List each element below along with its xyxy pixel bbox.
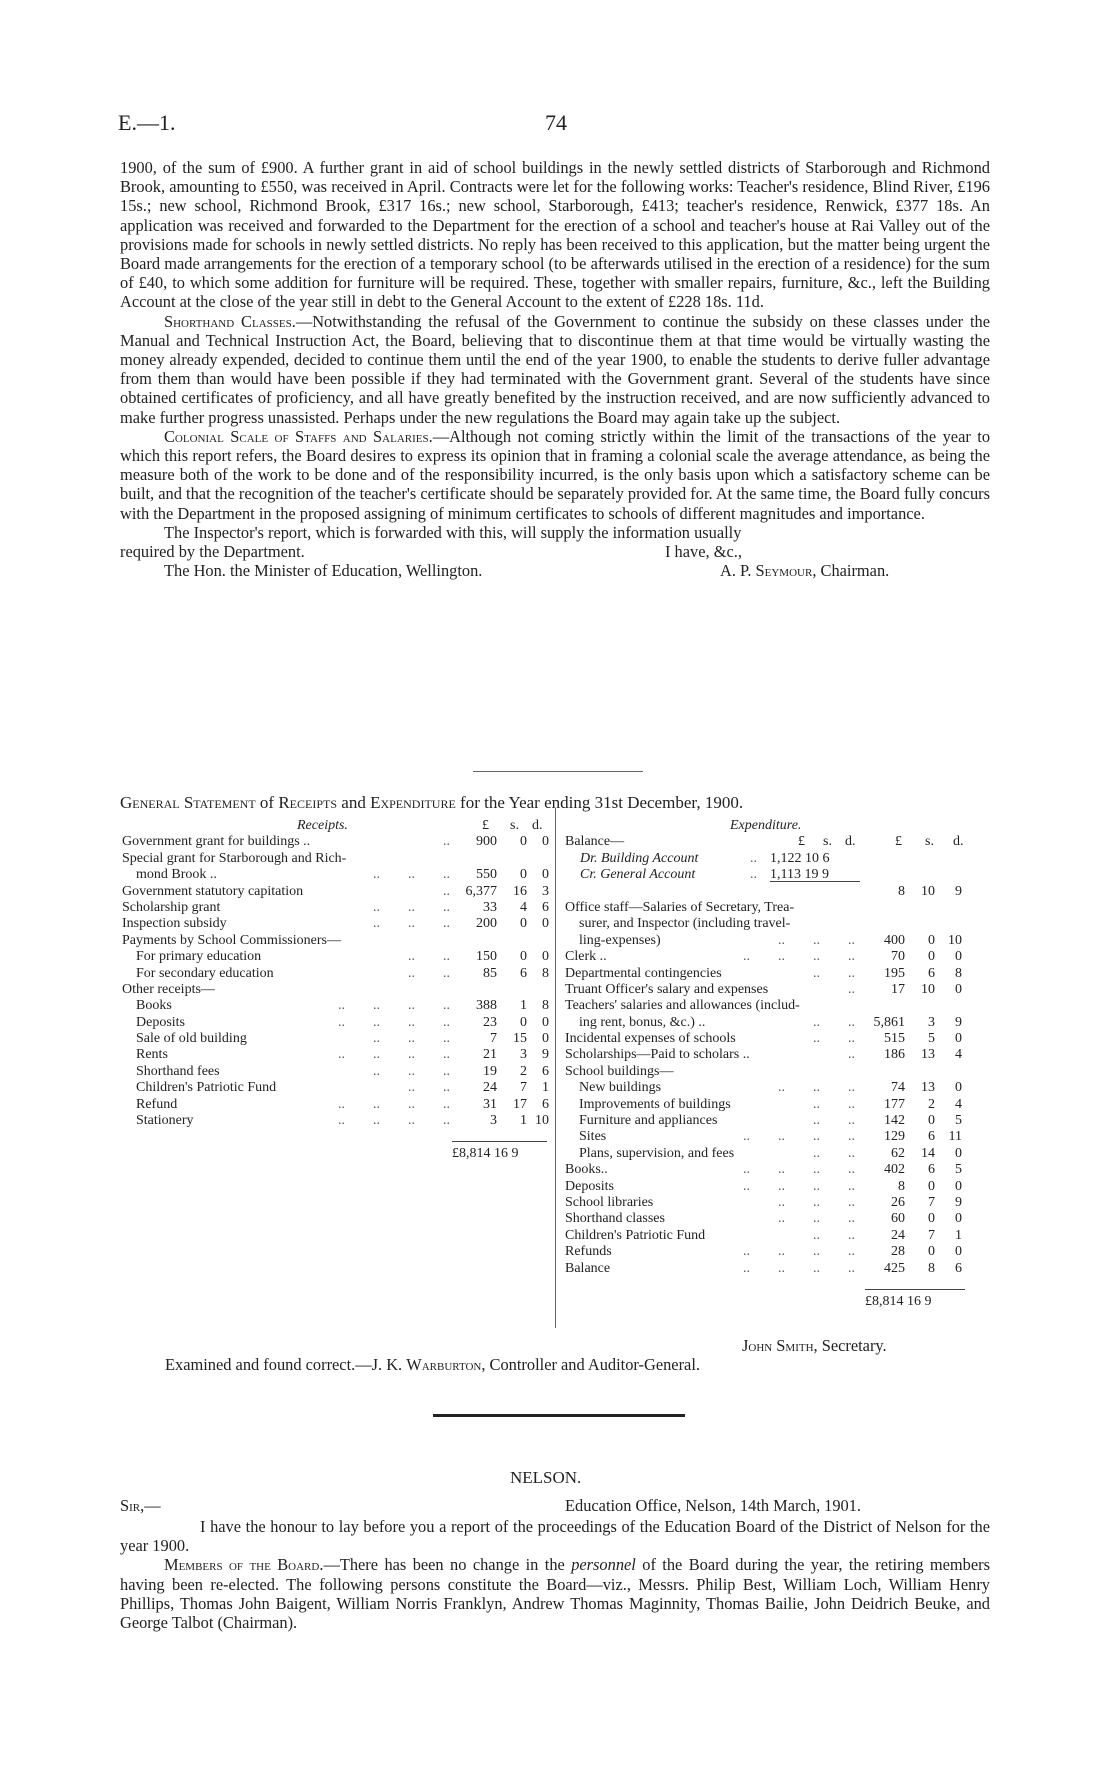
paragraph-shorthand	[120, 312, 990, 427]
text-colonial-scale: —Although not coming strictly within the limit of the transactions of the year to which this report refers, the Board desires to express its opinion that in framing a colonial scale the average attendance, as being the measure both of the work to be done and of the responsibility incurred, is the only basis upon which a satisfactory scheme can be built, and that the recognition of the teacher's certificate should be separately provided for. At the same time, the Board fully concurs with the Department in the proposed assigning of minimum certificates to schools of different magnitudes and importance.	[120, 426, 991, 523]
receipts-amount-s: 4	[520, 899, 527, 915]
receipts-row	[122, 916, 552, 932]
receipts-label: Deposits	[122, 1014, 185, 1030]
expenditure-row	[565, 1047, 995, 1063]
expenditure-label: Refunds	[565, 1244, 612, 1260]
expenditure-amount-l: 129	[884, 1129, 905, 1145]
closing-addressee: The Hon. the Minister of Education, Wellington.	[164, 561, 483, 581]
expenditure-row	[565, 998, 995, 1014]
expenditure-amount-d: 0	[955, 1178, 962, 1194]
expenditure-heading: Expenditure.	[730, 818, 802, 833]
receipts-label: Payments by School Commissioners—	[122, 932, 341, 948]
receipts-label: Children's Patriotic Fund	[122, 1080, 277, 1096]
receipts-row	[122, 933, 552, 949]
balance-net-row: 8 10 9	[898, 883, 962, 899]
expenditure-leader-dots: .. .. .. ..	[743, 1129, 855, 1145]
receipts-label: Inspection subsidy	[122, 916, 227, 932]
expenditure-amount-d: 11	[948, 1129, 962, 1145]
expenditure-label: Furniture and appliances	[565, 1113, 718, 1129]
nelson-address: Education Office, Nelson, 14th March, 1901.	[565, 1496, 862, 1515]
receipts-amount-l: 900	[476, 834, 497, 850]
expenditure-label: Scholarships—Paid to scholars ..	[565, 1047, 750, 1063]
receipts-amount-d: 6	[542, 1063, 549, 1079]
receipts-leader-dots: .. .. ..	[373, 899, 450, 915]
expenditure-leader-dots: .. .. ..	[778, 1211, 855, 1227]
receipts-row	[122, 1097, 552, 1113]
expenditure-amount-s: 0	[928, 1244, 935, 1260]
receipts-amount-l: 23	[483, 1014, 497, 1030]
expenditure-row	[565, 949, 995, 965]
expenditure-amount-d: 5	[955, 1162, 962, 1178]
receipts-label: Other receipts—	[122, 981, 215, 997]
expenditure-label: Books..	[565, 1162, 608, 1178]
expenditure-table	[565, 818, 995, 1310]
receipts-amount-s: 3	[520, 1047, 527, 1063]
expenditure-amount-l: 70	[891, 949, 905, 965]
closing-i-have: I have, &c.,	[665, 542, 742, 562]
receipts-label: For primary education	[122, 949, 262, 965]
dr-building-row: Dr. Building Account .. 1,122 10 6	[580, 850, 830, 866]
receipts-amount-s: 17	[513, 1096, 527, 1112]
document-reference: E.—1.	[118, 110, 176, 135]
expenditure-amount-l: 186	[884, 1047, 905, 1063]
expenditure-rows	[565, 900, 995, 1277]
expenditure-label: Balance	[565, 1260, 611, 1276]
expenditure-amount-s: 3	[928, 1014, 935, 1030]
expenditure-amount-l: 62	[891, 1145, 905, 1161]
expenditure-header-row	[565, 818, 995, 834]
closing-line-3	[120, 561, 990, 580]
receipts-row	[122, 982, 552, 998]
expenditure-leader-dots: .. ..	[813, 965, 855, 981]
receipts-total-row	[122, 1146, 552, 1162]
expenditure-leader-dots: .. ..	[813, 1145, 855, 1161]
nelson-body	[120, 1517, 990, 1632]
expenditure-label: Sites	[565, 1129, 607, 1145]
expenditure-amount-l: 400	[884, 932, 905, 948]
expenditure-label: School buildings—	[565, 1063, 674, 1079]
receipts-label: Books	[122, 998, 172, 1014]
expenditure-amount-d: 8	[955, 965, 962, 981]
expenditure-amount-d: 0	[955, 1145, 962, 1161]
col-pounds-header: £	[482, 818, 489, 833]
receipts-amount-s: 0	[520, 867, 527, 883]
expenditure-leader-dots: .. ..	[813, 1031, 855, 1047]
expenditure-amount-d: 0	[955, 1244, 962, 1260]
receipts-row	[122, 1113, 552, 1129]
receipts-leader-dots: .. .. .. ..	[338, 1014, 450, 1030]
balance-label: Balance—	[565, 834, 625, 850]
top-paragraphs	[120, 158, 990, 580]
receipts-total-rule	[452, 1141, 547, 1142]
expenditure-label: ling-expenses)	[565, 932, 661, 948]
expenditure-row	[565, 1179, 995, 1195]
receipts-row	[122, 867, 552, 883]
expenditure-amount-s: 6	[928, 1162, 935, 1178]
receipts-amount-d: 3	[542, 883, 549, 899]
col-shillings-header: s.	[510, 818, 519, 833]
expenditure-row	[565, 1244, 995, 1260]
expenditure-amount-l: 8	[898, 1178, 905, 1194]
statement-title: General Statement of Receipts and Expenditure for the Year ending 31st December, 1900.	[120, 793, 744, 812]
receipts-amount-l: 85	[483, 965, 497, 981]
expenditure-leader-dots: .. ..	[813, 1227, 855, 1243]
expenditure-amount-s: 7	[928, 1194, 935, 1210]
expenditure-row	[565, 1129, 995, 1145]
expenditure-row	[565, 1162, 995, 1178]
expenditure-row	[565, 1015, 995, 1031]
receipts-amount-d: 0	[542, 1014, 549, 1030]
receipts-amount-l: 31	[483, 1096, 497, 1112]
expenditure-leader-dots: .. .. .. ..	[743, 1260, 855, 1276]
receipts-row	[122, 998, 552, 1014]
nelson-heading: NELSON.	[510, 1468, 582, 1487]
receipts-amount-s: 6	[520, 965, 527, 981]
receipts-amount-d: 6	[542, 899, 549, 915]
expenditure-leader-dots: .. ..	[813, 1096, 855, 1112]
receipts-row	[122, 884, 552, 900]
closing-line-2	[120, 542, 990, 561]
salutation: Sir,—	[120, 1496, 161, 1515]
receipts-row	[122, 1064, 552, 1080]
receipts-amount-d: 1	[542, 1080, 549, 1096]
expenditure-amount-s: 0	[928, 949, 935, 965]
expenditure-leader-dots: ..	[848, 1047, 855, 1063]
receipts-row	[122, 1047, 552, 1063]
expenditure-row	[565, 1113, 995, 1129]
expenditure-row	[565, 1064, 995, 1080]
expenditure-label: Departmental contingencies	[565, 965, 722, 981]
receipts-leader-dots: .. .. ..	[373, 1063, 450, 1079]
expenditure-amount-l: 28	[891, 1244, 905, 1260]
expenditure-amount-d: 5	[955, 1113, 962, 1129]
expenditure-label: Truant Officer's salary and expenses	[565, 981, 769, 997]
receipts-label: Refund	[122, 1096, 178, 1112]
expenditure-amount-l: 24	[891, 1227, 905, 1243]
expenditure-label: Improvements of buildings	[565, 1096, 731, 1112]
receipts-amount-l: 388	[476, 998, 497, 1014]
expenditure-amount-s: 0	[928, 932, 935, 948]
expenditure-amount-d: 1	[955, 1227, 962, 1243]
receipts-row	[122, 1015, 552, 1031]
expenditure-row	[565, 1228, 995, 1244]
expenditure-label: surer, and Inspector (including travel-	[565, 916, 791, 932]
receipts-leader-dots: .. .. ..	[373, 867, 450, 883]
receipts-amount-l: 7	[490, 1031, 497, 1047]
expenditure-leader-dots: .. .. .. ..	[743, 949, 855, 965]
receipts-amount-s: 1	[520, 1113, 527, 1129]
expenditure-label: School libraries	[565, 1194, 654, 1210]
expenditure-amount-d: 4	[955, 1047, 962, 1063]
receipts-label: mond Brook ..	[122, 867, 217, 883]
receipts-amount-l: 33	[483, 899, 497, 915]
expenditure-amount-l: 5,861	[873, 1014, 905, 1030]
receipts-label: Rents	[122, 1047, 168, 1063]
receipts-row	[122, 1080, 552, 1096]
receipts-amount-s: 0	[520, 949, 527, 965]
expenditure-amount-s: 0	[928, 1113, 935, 1129]
text-shorthand: —Notwithstanding the refusal of the Government to continue the subsidy on these classes under the Manual and Technical Instruction Act, the Board, believing that to discontinue them at that time would be virtually wasting the money already expended, decided to continue them until the end of the year 1900, to enable the students to derive fuller advantage from them than would have been possible if they had terminated with the Government grant. Several of the students have since obtained certificates of proficiency, and all have greatly benefited by the instruction received, and are now sufficiently advanced to make further progress unassisted. Perhaps under the new regulations the Board may again take up the subject.	[120, 311, 990, 427]
expenditure-amount-s: 14	[921, 1145, 935, 1161]
receipts-row	[122, 900, 552, 916]
receipts-amount-d: 0	[542, 867, 549, 883]
expenditure-amount-s: 0	[928, 1211, 935, 1227]
receipts-label: Government statutory capitation	[122, 883, 304, 899]
expenditure-total-row	[565, 1294, 995, 1310]
expenditure-row	[565, 1146, 995, 1162]
expenditure-amount-l: 402	[884, 1162, 905, 1178]
receipts-amount-l: 3	[490, 1113, 497, 1129]
expenditure-label: Incidental expenses of schools	[565, 1031, 736, 1047]
receipts-amount-d: 0	[542, 834, 549, 850]
receipts-row	[122, 1031, 552, 1047]
receipts-amount-d: 9	[542, 1047, 549, 1063]
expenditure-amount-l: 60	[891, 1211, 905, 1227]
receipts-row	[122, 834, 552, 850]
heading-colonial-scale: Colonial Scale of Staffs and Salaries.	[164, 426, 433, 446]
expenditure-amount-d: 0	[955, 1031, 962, 1047]
expenditure-leader-dots: .. .. .. ..	[743, 1244, 855, 1260]
receipts-amount-s: 0	[520, 916, 527, 932]
divider-thin	[473, 771, 643, 772]
expenditure-amount-s: 5	[928, 1031, 935, 1047]
expenditure-leader-dots: .. .. .. ..	[743, 1178, 855, 1194]
receipts-amount-s: 0	[520, 834, 527, 850]
receipts-amount-d: 0	[542, 916, 549, 932]
expenditure-label: Children's Patriotic Fund	[565, 1227, 706, 1243]
expenditure-amount-l: 515	[884, 1031, 905, 1047]
expenditure-amount-l: 177	[884, 1096, 905, 1112]
expenditure-row	[565, 966, 995, 982]
expenditure-total-rule	[865, 1289, 965, 1290]
cr-general-row: Cr. General Account .. 1,113 19 9	[565, 867, 995, 883]
receipts-leader-dots: .. .. .. ..	[338, 1047, 450, 1063]
expenditure-row	[565, 982, 995, 998]
balance-row: Balance— £ s. d. £ s. d.	[565, 834, 964, 850]
receipts-label: Government grant for buildings ..	[122, 834, 311, 850]
receipts-amount-l: 24	[483, 1080, 497, 1096]
expenditure-amount-s: 2	[928, 1096, 935, 1112]
expenditure-amount-l: 425	[884, 1260, 905, 1276]
receipts-leader-dots: .. .. .. ..	[338, 998, 450, 1014]
receipts-amount-l: 21	[483, 1047, 497, 1063]
expenditure-leader-dots: .. .. ..	[778, 1194, 855, 1210]
expenditure-label: Shorthand classes	[565, 1211, 665, 1227]
expenditure-label: Deposits	[565, 1178, 614, 1194]
chairman-signature: A. P. Seymour, Chairman.	[720, 561, 890, 581]
expenditure-amount-d: 9	[955, 1194, 962, 1210]
expenditure-label: Teachers' salaries and allowances (includ-	[565, 998, 800, 1014]
receipts-amount-s: 15	[513, 1031, 527, 1047]
receipts-amount-l: 19	[483, 1063, 497, 1079]
expenditure-row	[565, 916, 995, 932]
receipts-amount-l: 6,377	[465, 883, 497, 899]
receipts-leader-dots: ..	[443, 883, 450, 899]
receipts-amount-l: 550	[476, 867, 497, 883]
receipts-label: Stationery	[122, 1113, 194, 1129]
expenditure-amount-s: 6	[928, 965, 935, 981]
receipts-row	[122, 949, 552, 965]
receipts-leader-dots: .. .. ..	[373, 916, 450, 932]
receipts-amount-d: 0	[542, 949, 549, 965]
expenditure-amount-d: 9	[955, 1014, 962, 1030]
heading-shorthand: Shorthand Classes.	[164, 311, 296, 331]
receipts-label: Special grant for Starborough and Rich-	[122, 850, 347, 866]
receipts-table	[122, 818, 552, 1163]
receipts-heading: Receipts.	[297, 818, 348, 833]
expenditure-amount-s: 7	[928, 1227, 935, 1243]
column-divider	[555, 808, 556, 1328]
expenditure-row	[565, 900, 995, 916]
divider-thick	[433, 1414, 685, 1417]
receipts-label: Scholarship grant	[122, 899, 221, 915]
receipts-amount-s: 7	[520, 1080, 527, 1096]
examined-statement: Examined and found correct.—J. K. Warburton, Controller and Auditor-General.	[165, 1355, 700, 1374]
expenditure-leader-dots: .. ..	[813, 1113, 855, 1129]
expenditure-amount-l: 195	[884, 965, 905, 981]
receipts-amount-s: 2	[520, 1063, 527, 1079]
expenditure-amount-s: 13	[921, 1080, 935, 1096]
receipts-amount-d: 6	[542, 1096, 549, 1112]
expenditure-leader-dots: .. .. ..	[778, 1080, 855, 1096]
paragraph-colonial-scale	[120, 427, 990, 523]
receipts-amount-s: 1	[520, 998, 527, 1014]
expenditure-amount-d: 0	[955, 1080, 962, 1096]
expenditure-row	[565, 1080, 995, 1096]
secretary-signature: John Smith, Secretary.	[742, 1336, 887, 1355]
expenditure-amount-d: 0	[955, 949, 962, 965]
receipts-total: £8,814 16 9	[452, 1146, 519, 1162]
receipts-label: Sale of old building	[122, 1031, 247, 1047]
expenditure-row	[565, 1097, 995, 1113]
expenditure-row	[565, 1261, 995, 1277]
receipts-amount-l: 150	[476, 949, 497, 965]
expenditure-leader-dots: .. .. ..	[778, 932, 855, 948]
receipts-amount-d: 0	[542, 1031, 549, 1047]
receipts-amount-d: 8	[542, 965, 549, 981]
expenditure-row	[565, 1195, 995, 1211]
expenditure-total: £8,814 16 9	[865, 1293, 932, 1309]
expenditure-label: New buildings	[565, 1080, 662, 1096]
page-number: 74	[545, 110, 567, 135]
expenditure-row	[565, 933, 995, 949]
closing-line-1: The Inspector's report, which is forwarded with this, will supply the information usually	[164, 522, 742, 542]
receipts-leader-dots: ..	[443, 834, 450, 850]
receipts-leader-dots: .. .. ..	[373, 1031, 450, 1047]
expenditure-amount-l: 142	[884, 1113, 905, 1129]
expenditure-label: Plans, supervision, and fees	[565, 1145, 735, 1161]
expenditure-amount-l: 74	[891, 1080, 905, 1096]
receipts-amount-s: 0	[520, 1014, 527, 1030]
expenditure-amount-d: 4	[955, 1096, 962, 1112]
expenditure-leader-dots: .. .. .. ..	[743, 1162, 855, 1178]
expenditure-label: Office staff—Salaries of Secretary, Trea-	[565, 899, 795, 915]
expenditure-label: Clerk ..	[565, 949, 607, 965]
receipts-label: For secondary education	[122, 965, 274, 981]
receipts-amount-d: 10	[535, 1113, 549, 1129]
expenditure-amount-s: 6	[928, 1129, 935, 1145]
expenditure-amount-d: 6	[955, 1260, 962, 1276]
col-pence-header: d.	[532, 818, 543, 833]
expenditure-amount-s: 10	[921, 981, 935, 997]
receipts-leader-dots: .. ..	[408, 965, 450, 981]
receipts-amount-s: 16	[513, 883, 527, 899]
expenditure-amount-s: 0	[928, 1178, 935, 1194]
receipts-header-row	[122, 818, 552, 834]
expenditure-amount-l: 17	[891, 981, 905, 997]
receipts-leader-dots: .. .. .. ..	[338, 1113, 450, 1129]
expenditure-amount-s: 8	[928, 1260, 935, 1276]
receipts-rows	[122, 834, 552, 1129]
nelson-para-1: I have the honour to lay before you a report of the proceedings of the Education Board of the District of Nelson for the year 1900.	[120, 1517, 990, 1556]
expenditure-amount-l: 26	[891, 1194, 905, 1210]
receipts-leader-dots: .. .. .. ..	[338, 1096, 450, 1112]
expenditure-amount-d: 10	[948, 932, 962, 948]
expenditure-leader-dots: ..	[848, 981, 855, 997]
expenditure-leader-dots: .. ..	[813, 1014, 855, 1030]
receipts-amount-l: 200	[476, 916, 497, 932]
expenditure-amount-s: 13	[921, 1047, 935, 1063]
receipts-leader-dots: .. ..	[408, 1080, 450, 1096]
receipts-leader-dots: .. ..	[408, 949, 450, 965]
expenditure-row	[565, 1031, 995, 1047]
expenditure-label: ing rent, bonus, &c.) ..	[565, 1014, 706, 1030]
receipts-row	[122, 966, 552, 982]
expenditure-amount-d: 0	[955, 1211, 962, 1227]
expenditure-amount-d: 0	[955, 981, 962, 997]
receipts-label: Shorthand fees	[122, 1063, 220, 1079]
nelson-members-para: Members of the Board.—There has been no change in the personnel of the Board during the year, the retiring members having been re-elected. The following persons constitute the Board—viz., Messrs. Philip Best, William Loch, William Henry Phillips, Thomas John Baigent, William Norris Franklyn, Andrew Thomas Maginnity, Thomas Bailie, John Deidrich Beuke, and George Talbot (Chairman).	[120, 1555, 990, 1633]
receipts-amount-d: 8	[542, 998, 549, 1014]
receipts-row	[122, 851, 552, 867]
closing-required: required by the Department.	[120, 542, 305, 562]
paragraph-building-grants: 1900, of the sum of £900. A further grant in aid of school buildings in the newly settled districts of Starborough and Richmond Brook, amounting to £550, was received in April. Contracts were let for the following works: Teacher's residence, Blind River, £196 15s.; new school, Richmond Brook, £317 16s.; new school, Starborough, £413; teacher's residence, Renwick, £377 18s. An application was received and forwarded to the Department for the erection of a school and teacher's house at Rai Valley out of the provisions made for schools in newly settled districts. No reply has been received to this application, but the matter being urgent the Board made arrangements for the erection of a temporary school (to be afterwards utilised in the erection of a residence) for the sum of £40, to which some addition for furniture will be required. These, together with smaller repairs, furniture, &c., left the Building Account at the close of the year still in debt to the General Account to the extent of £228 18s. 11d.	[120, 158, 990, 312]
expenditure-row	[565, 1211, 995, 1227]
